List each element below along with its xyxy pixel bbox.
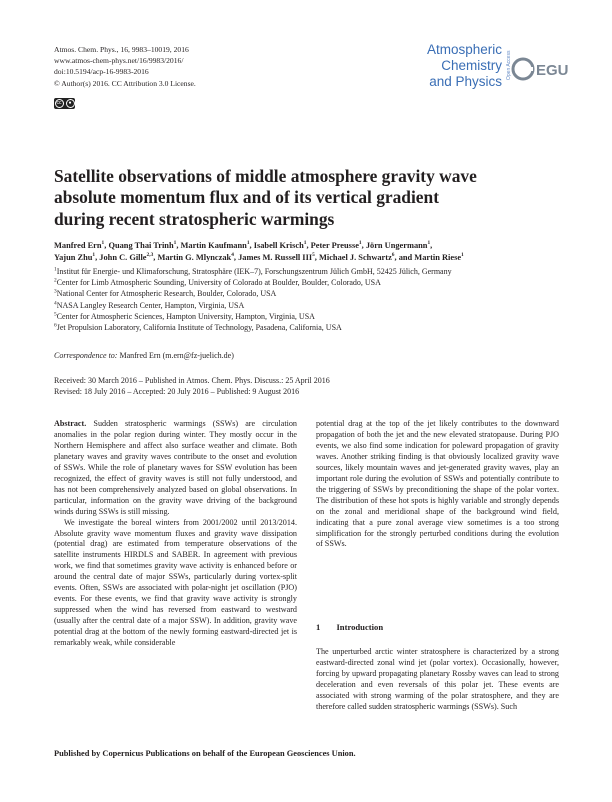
publisher-footer: Published by Copernicus Publications on behalf of the European Geosciences Union. (54, 749, 356, 758)
abstract-paragraph: potential drag at the top of the jet likely contributes to the downward propagation of both the jet and the new elevated stratopause. During PJO events, we also find some indication for poleward propagation of gravity waves. Another striking finding is that obviously localized gravity wave sources, likely mountain waves and jet-generated gravity waves, play an important role during the evolution of SSWs and potentially contribute to the triggering of SSWs by preconditioning the shape of the polar vortex. The distribution of these hot spots is highly variable and strongly depends on the zonal and meridional shape of the background wind field, indicating that a pure zonal average view sometimes is a too strong simplification for the strongly perturbed conditions during the evolution of SSWs. (316, 419, 559, 549)
cc-badge-text: cc (56, 100, 62, 106)
author: Peter Preusse$^1$, (310, 240, 366, 250)
attribution-icon: ● (66, 99, 75, 108)
correspondence-email[interactable]: Manfred Ern (m.ern@fz-juelich.de) (119, 351, 234, 360)
affiliation: $^3$National Center for Atmospheric Research, Boulder, Colorado, USA (54, 288, 277, 299)
title-line: during recent stratospheric warmings (54, 208, 335, 229)
correspondence (54, 350, 234, 361)
abstract-left-column (54, 419, 297, 649)
author: Martin Kaufmann$^1$, (180, 240, 254, 250)
egu-logo-icon (512, 50, 569, 88)
abstract-paragraph: We investigate the boreal winters from 2001/2002 until 2013/2014. Absolute gravity wave momentum fluxes and gravity wave dissipation (potential drag) are estimated from temperature observations of the satellite instruments HIRDLS and SABER. In agreement with previous work, we find that sometimes gravity wave activity is enhanced before or around the central date of major SSWs, particularly during vortex-split events. Often, SSWs are associated with polar-night jet oscillation (PJO) events. For these events, we find that gravity wave activity is strongly suppressed when the wind has reversed from eastward to westward (usually after the central date of a major SSW). In addition, gravity wave potential drag at the bottom of the newly forming eastward-directed jet is remarkably weak, while considerable (54, 517, 297, 648)
revised-line: Revised: 18 July 2016 – Accepted: 20 July 2016 – Published: 9 August 2016 (54, 387, 300, 397)
affiliations (54, 266, 560, 333)
publication-dates (54, 375, 330, 398)
title-line: Satellite observations of middle atmosphere gravity wave (54, 166, 477, 186)
affiliation: $^6$Jet Propulsion Laboratory, California Institute of Technology, Pasadena, California, USA (54, 322, 342, 333)
author: Yajun Zhu$^1$, (54, 251, 100, 262)
egu-logo-text: EGU (536, 62, 569, 79)
author: Jörn Ungermann$^1$, (365, 240, 433, 250)
journal-name-line: Atmospheric (426, 42, 502, 57)
section-heading (316, 622, 383, 632)
author: Quang Thai Trinh$^1$, (108, 240, 181, 250)
author: John C. Gille$^{2,3}$, (99, 251, 158, 262)
journal-name-line: and Physics (429, 74, 502, 89)
affiliation: $^5$Center for Atmospheric Sciences, Hampton University, Hampton, Virginia, USA (54, 311, 315, 321)
paper-title (54, 166, 554, 230)
received-line: Received: 30 March 2016 – Published in Atmos. Chem. Phys. Discuss.: 25 April 2016 (54, 376, 330, 385)
journal-name-line: Chemistry (441, 58, 502, 73)
author: Michael J. Schwartz$^6$, and (318, 251, 415, 262)
section-title: Introduction (336, 622, 384, 632)
author: Manfred Ern$^1$, (54, 240, 109, 250)
intro-paragraph: The unperturbed arctic winter stratosphere is characterized by a strong eastward-directed zonal wind jet (polar vortex). Occasionally, however, forcing by upward propagating planetary Rossby waves can lead to strong deceleration and even reversals of this polar jet. These events are associated with strong warming of the polar stratosphere, and they are therefore called sudden stratospheric warmings (SSWs). Such (316, 647, 559, 711)
copyright-line: © Author(s) 2016. CC Attribution 3.0 License. (54, 78, 196, 88)
author-list (54, 240, 560, 263)
cc-license-icon (54, 98, 75, 109)
abstract-label: Abstract. (54, 419, 87, 428)
introduction-column (316, 647, 559, 713)
affiliation: $^1$Institut für Energie- und Klimaforschung, Stratosphäre (IEK–7), Forschungszentrum Jülich GmbH, 52425 Jülich, Germany (54, 266, 452, 276)
doi[interactable]: doi:10.5194/acp-16-9983-2016 (54, 67, 149, 77)
journal-url[interactable]: www.atmos-chem-phys.net/16/9983/2016/ (54, 56, 184, 66)
author: Martin Riese$^1$ (414, 251, 464, 262)
citation-line: Atmos. Chem. Phys., 16, 9983–10019, 2016 (54, 45, 189, 54)
journal-info (54, 44, 196, 89)
correspondence-label: Correspondence to: (54, 351, 118, 360)
author: Martin G. Mlynczak$^4$, (157, 251, 239, 262)
section-number: 1 (316, 622, 321, 632)
affiliation: $^2$Center for Limb Atmospheric Sounding, University of Colorado at Boulder, Boulder, Colorado, USA (54, 277, 381, 288)
author: James M. Russell III$^5$, (238, 251, 319, 262)
author: Isabell Krisch$^1$, (253, 240, 311, 250)
abstract-right-column (316, 419, 559, 550)
affiliation: $^4$NASA Langley Research Center, Hampton, Virginia, USA (54, 299, 245, 310)
journal-name (410, 42, 502, 90)
title-line: absolute momentum flux and of its vertical gradient (54, 187, 439, 208)
abstract-paragraph: Abstract. Sudden stratospheric warmings (SSWs) are circulation anomalies in the polar region during winter. They mostly occur in the Northern Hemisphere and affect also surface weather and climate. Both planetary waves and gravity waves contribute to the onset and evolution of SSWs. While the role of planetary waves for SSW evolution has been recognized, the effect of gravity waves is still not fully understood, and has not been comprehensively analyzed based on global observations. In particular, information on the gravity wave driving of the background winds during SSWs is still missing. (54, 419, 297, 516)
open-access-label: Open Access (506, 50, 512, 80)
